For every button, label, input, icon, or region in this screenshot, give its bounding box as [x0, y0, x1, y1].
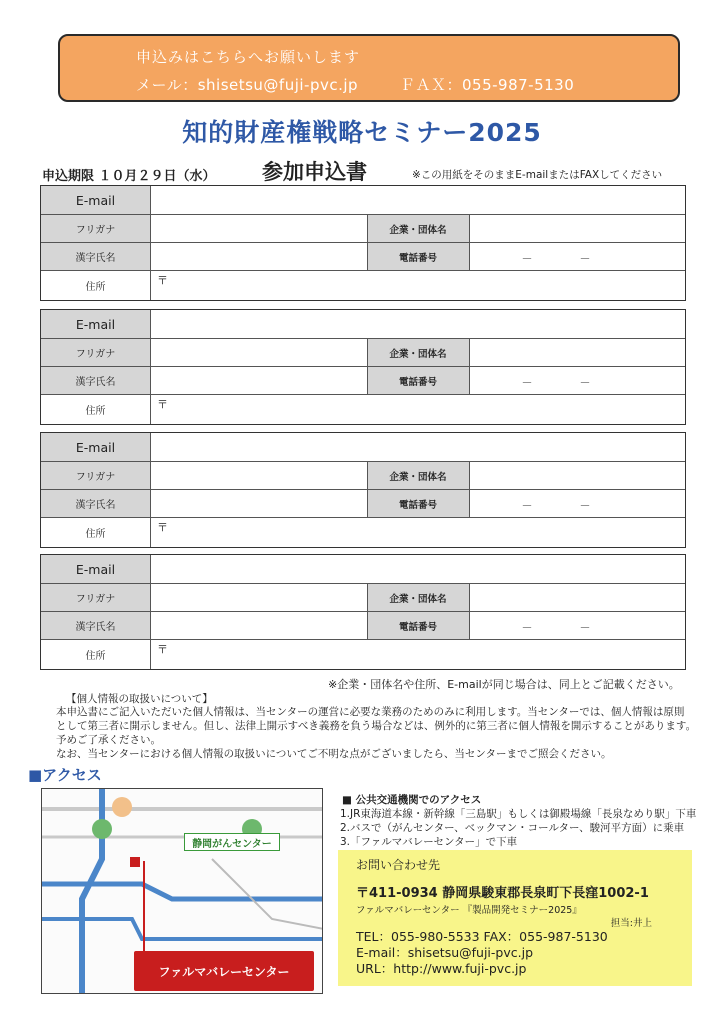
address-field[interactable] — [151, 395, 685, 424]
company-label: 企業・団体名 — [368, 584, 470, 611]
privacy-line: なお、当センターにおける個人情報の取扱いについてご不明な点がございましたら、当センターまでご照会ください。 — [56, 748, 612, 760]
phone-dash: － — [579, 621, 591, 634]
contact-email[interactable]: E-mail：shisetsu@fuji-pvc.jp — [356, 945, 534, 960]
kanji-name-label: 漢字氏名 — [41, 367, 151, 394]
address-field[interactable] — [151, 271, 685, 300]
banner-email[interactable]: メール：shisetsu@fuji-pvc.jp — [136, 76, 359, 94]
company-field[interactable] — [470, 215, 686, 242]
kanji-name-field[interactable] — [151, 612, 368, 639]
company-label: 企業・団体名 — [368, 462, 470, 489]
postal-mark: 〒 — [157, 643, 168, 656]
furigana-field[interactable] — [151, 584, 368, 611]
phone-field[interactable] — [470, 612, 686, 639]
map-cancer-center-label: 静岡がんセンター — [184, 833, 280, 851]
phone-dash: － — [521, 499, 533, 512]
contact-person: 担当:井上 — [610, 918, 652, 929]
furigana-label: フリガナ — [41, 462, 151, 489]
email-label: E-mail — [41, 310, 151, 338]
access-heading: ■アクセス — [28, 766, 102, 784]
transit-info — [340, 793, 696, 849]
email-field[interactable] — [151, 433, 685, 461]
furigana-label: フリガナ — [41, 339, 151, 366]
map-marker — [112, 797, 132, 817]
phone-field[interactable] — [470, 490, 686, 517]
company-field[interactable] — [470, 462, 686, 489]
map-marker — [92, 819, 112, 839]
map-center-label: ファルマバレーセンター — [134, 951, 314, 991]
banner-contact-line — [136, 74, 575, 95]
applicant-block-3 — [40, 432, 686, 548]
kanji-name-label: 漢字氏名 — [41, 243, 151, 270]
phone-dash: － — [579, 376, 591, 389]
transit-heading: ■ 公共交通機関でのアクセス — [342, 794, 482, 806]
address-field[interactable] — [151, 518, 685, 547]
privacy-heading: 【個人情報の取扱いについて】 — [66, 693, 213, 705]
contact-address: 〒411-0934 静岡県駿東郡長泉町下長窪1002-1 — [356, 886, 649, 901]
kanji-name-field[interactable] — [151, 367, 368, 394]
furigana-label: フリガナ — [41, 584, 151, 611]
transit-step: 2.バスで（がんセンター、ベックマン・コールター、駿河平方面）に乗車 — [340, 822, 685, 834]
kanji-name-field[interactable] — [151, 243, 368, 270]
banner-fax: ＦＡＸ：055-987-5130 — [400, 76, 575, 94]
phone-dash: － — [579, 252, 591, 265]
phone-label: 電話番号 — [368, 243, 470, 270]
contact-url[interactable]: URL：http://www.fuji-pvc.jp — [356, 961, 527, 976]
contact-tel-fax: TEL：055-980-5533 FAX：055-987-5130 — [356, 929, 608, 944]
seminar-title: 知的財産権戦略セミナー2025 — [182, 118, 542, 147]
postal-mark: 〒 — [157, 274, 168, 287]
furigana-label: フリガナ — [41, 215, 151, 242]
contact-details — [356, 929, 608, 977]
map-location-marker — [130, 857, 140, 867]
address-label: 住所 — [41, 395, 151, 424]
furigana-field[interactable] — [151, 215, 368, 242]
phone-dash: － — [579, 499, 591, 512]
applicant-block-2 — [40, 309, 686, 425]
same-info-note: ※企業・団体名や住所、E-mailが同じ場合は、同上とご記載ください。 — [328, 678, 680, 691]
form-note: ※この用紙をそのままE-mailまたはFAXしてください — [412, 169, 663, 181]
privacy-line: 本申込書にご記入いただいた個人情報は、当センターの運営に必要な業務のためのみに利用します。当センターでは、個人情報は原則 — [56, 706, 685, 718]
kanji-name-label: 漢字氏名 — [41, 612, 151, 639]
phone-dash: － — [521, 376, 533, 389]
applicant-block-1 — [40, 185, 686, 301]
phone-label: 電話番号 — [368, 367, 470, 394]
email-label: E-mail — [41, 186, 151, 214]
banner-heading: 申込みはこちらへお願いします — [136, 48, 361, 66]
phone-field[interactable] — [470, 243, 686, 270]
access-map — [41, 788, 323, 994]
address-label: 住所 — [41, 518, 151, 547]
phone-label: 電話番号 — [368, 612, 470, 639]
applicant-block-4 — [40, 554, 686, 670]
map-road — [212, 859, 323, 929]
company-field[interactable] — [470, 584, 686, 611]
form-title: 参加申込書 — [262, 160, 367, 184]
company-label: 企業・団体名 — [368, 215, 470, 242]
email-field[interactable] — [151, 310, 685, 338]
email-label: E-mail — [41, 555, 151, 583]
privacy-text — [56, 705, 696, 761]
address-label: 住所 — [41, 271, 151, 300]
privacy-line: として第三者に開示しません。但し、法律上開示すべき義務を負う場合などは、例外的に第三者に個人情報を開示することがあります。 — [56, 720, 697, 732]
phone-label: 電話番号 — [368, 490, 470, 517]
transit-step: 3.「ファルマバレーセンター」で下車 — [340, 836, 518, 848]
privacy-line: 予めご了承ください。 — [56, 734, 161, 746]
furigana-field[interactable] — [151, 339, 368, 366]
application-deadline: 申込期限 １０月２９日（水） — [42, 169, 216, 184]
phone-field[interactable] — [470, 367, 686, 394]
company-label: 企業・団体名 — [368, 339, 470, 366]
postal-mark: 〒 — [157, 398, 168, 411]
email-label: E-mail — [41, 433, 151, 461]
furigana-field[interactable] — [151, 462, 368, 489]
postal-mark: 〒 — [157, 521, 168, 534]
phone-dash: － — [521, 252, 533, 265]
contact-heading: お問い合わせ先 — [356, 858, 441, 872]
transit-step: 1.JR東海道本線・新幹線「三島駅」もしくは御殿場線「長泉なめり駅」下車 — [340, 808, 697, 820]
kanji-name-field[interactable] — [151, 490, 368, 517]
company-field[interactable] — [470, 339, 686, 366]
address-label: 住所 — [41, 640, 151, 669]
kanji-name-label: 漢字氏名 — [41, 490, 151, 517]
address-field[interactable] — [151, 640, 685, 669]
contact-center: ファルマバレーセンター 『製品開発セミナー2025』 — [356, 905, 582, 916]
email-field[interactable] — [151, 555, 685, 583]
phone-dash: － — [521, 621, 533, 634]
contact-box — [338, 850, 692, 986]
email-field[interactable] — [151, 186, 685, 214]
application-banner — [58, 34, 680, 102]
